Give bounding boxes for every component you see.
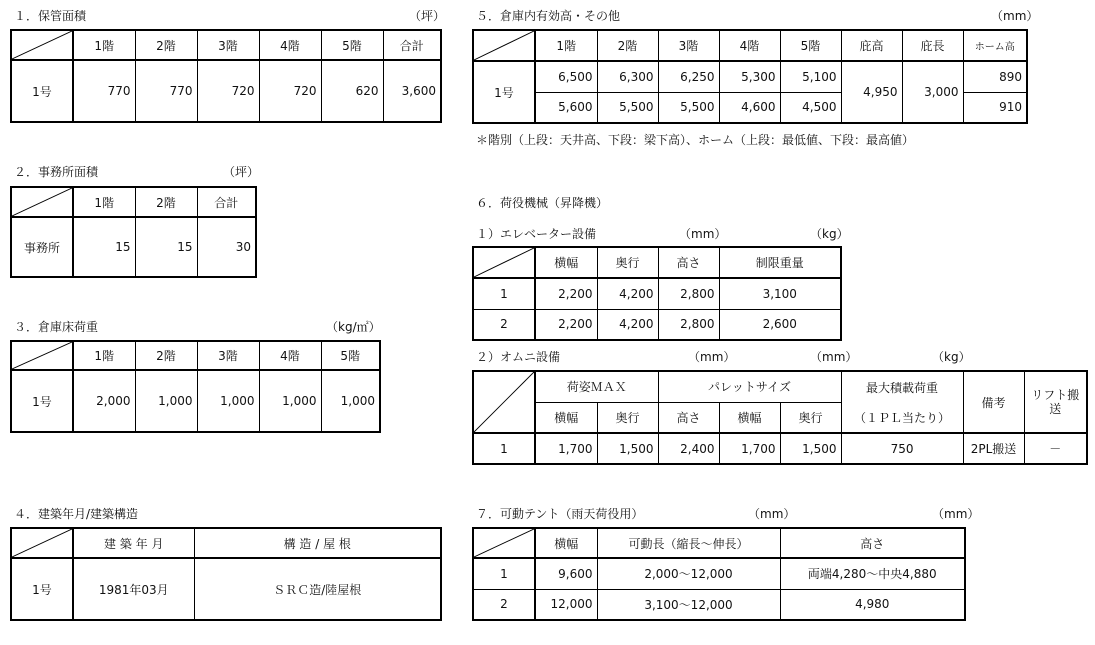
table-cell: 15 (73, 217, 135, 277)
table-cell: 2,600 (719, 309, 841, 340)
table-cell: 3,600 (383, 60, 441, 122)
table-cell: 両端4,280～中央4,880 (780, 558, 965, 589)
section3-title: ３．倉庫床荷重 (14, 320, 99, 334)
section5-title: ５．倉庫内有効高・その他 (476, 9, 621, 23)
omni-title: ２）オムニ設備 (476, 350, 561, 364)
table-cell-lower: 4,600 (719, 92, 780, 123)
column-header: 3階 (197, 30, 259, 60)
column-header: 5階 (321, 30, 383, 60)
table-cell: 4,200 (597, 278, 658, 309)
table-cell-upper: 6,250 (658, 61, 719, 92)
corner-diagonal (473, 30, 535, 61)
column-header: 4階 (259, 30, 321, 60)
max-load-subheader: （１ＰＬ当たり） (841, 402, 963, 433)
eave-length-cell: 3,000 (902, 61, 963, 123)
row-label: 1号 (473, 61, 535, 123)
column-header: ホーム高 (963, 30, 1027, 61)
column-header: 合計 (197, 187, 256, 217)
max-load-header: 最大積載荷重 (841, 371, 963, 402)
section1-title: １．保管面積 (14, 9, 87, 23)
remarks-header: 備考 (963, 371, 1024, 433)
table-cell: 2,200 (535, 309, 597, 340)
table-cell-lower: 4,500 (780, 92, 841, 123)
table-cell: 620 (321, 60, 383, 122)
row-label: 1 (473, 278, 535, 309)
column-header: 横幅 (535, 247, 597, 278)
table-cell: 1,000 (259, 370, 321, 432)
column-header: 4階 (719, 30, 780, 61)
column-header: 1階 (73, 30, 135, 60)
column-header: 構 造 / 屋 根 (194, 528, 441, 558)
table-cell: 2,800 (658, 278, 719, 309)
row-label: 1号 (11, 558, 73, 620)
column-header: 高さ (780, 528, 965, 558)
table-cell: 1,500 (780, 433, 841, 464)
section7-unit-mm2: （mm） (932, 507, 980, 521)
column-header: 奥行 (597, 247, 658, 278)
column-header: 合計 (383, 30, 441, 60)
table-cell: 1,000 (135, 370, 197, 432)
column-header: 庇高 (841, 30, 902, 61)
office-area-table (10, 186, 257, 278)
column-header: 建 築 年 月 (73, 528, 194, 558)
column-header: 高さ (658, 402, 719, 433)
corner-diagonal (473, 528, 535, 558)
column-header: 2階 (597, 30, 658, 61)
section6-title: ６．荷役機械（昇降機） (476, 196, 609, 210)
table-cell-lower: 5,600 (535, 92, 597, 123)
section5-note: ＊階別（上段：天井高、下段：梁下高）、ホーム（上段：最低値、下段：最高値） (476, 133, 915, 147)
table-cell: 3,100 (719, 278, 841, 309)
column-header: 庇長 (902, 30, 963, 61)
corner-diagonal (473, 247, 535, 278)
row-label: 事務所 (11, 217, 73, 277)
column-header: 横幅 (719, 402, 780, 433)
corner-diagonal (11, 341, 73, 370)
column-header: 制限重量 (719, 247, 841, 278)
column-header: 5階 (780, 30, 841, 61)
table-cell: 12,000 (535, 589, 597, 620)
table-cell-lower: 5,500 (658, 92, 719, 123)
table-cell: 1981年03月 (73, 558, 194, 620)
lift-header: リフト搬送 (1024, 371, 1087, 433)
table-cell: 750 (841, 433, 963, 464)
table-cell: ＳＲＣ造/陸屋根 (194, 558, 441, 620)
table-cell: 2,000 (73, 370, 135, 432)
row-label: 1 (473, 558, 535, 589)
table-cell: 2,800 (658, 309, 719, 340)
column-header: 可動長（縮長～伸長） (597, 528, 780, 558)
row-label: 1号 (11, 370, 73, 432)
table-cell: 770 (73, 60, 135, 122)
column-header: 横幅 (535, 528, 597, 558)
floor-load-table (10, 340, 381, 433)
column-header: 4階 (259, 341, 321, 370)
column-header: 3階 (197, 341, 259, 370)
column-header: 2階 (135, 341, 197, 370)
section5-unit: （mm） (991, 9, 1039, 23)
building-structure-table (10, 527, 442, 621)
table-cell: 1,700 (535, 433, 597, 464)
column-header: 横幅 (535, 402, 597, 433)
table-cell: 770 (135, 60, 197, 122)
movable-tent-table (472, 527, 966, 621)
corner-diagonal (11, 187, 73, 217)
corner-diagonal (11, 528, 73, 558)
effective-height-table (472, 29, 1028, 124)
table-cell: 1,700 (719, 433, 780, 464)
table-cell: － (1024, 433, 1087, 464)
section2-title: ２．事務所面積 (14, 165, 99, 179)
corner-diagonal (473, 371, 535, 433)
omni-unit-mm2: （mm） (810, 350, 858, 364)
column-header: 3階 (658, 30, 719, 61)
row-label: 1 (473, 433, 535, 464)
table-cell: 1,500 (597, 433, 658, 464)
group-header-pallet: パレットサイズ (658, 371, 841, 402)
table-cell: 3,100～12,000 (597, 589, 780, 620)
table-cell-upper: 6,300 (597, 61, 658, 92)
table-cell: 2,000～12,000 (597, 558, 780, 589)
elevator-unit-mm: （mm） (679, 227, 727, 241)
eave-height-cell: 4,950 (841, 61, 902, 123)
elevator-title: １）エレベーター設備 (476, 227, 597, 241)
table-cell: 4,980 (780, 589, 965, 620)
omni-table (472, 370, 1088, 465)
row-label: 1号 (11, 60, 73, 122)
table-cell-lower: 5,500 (597, 92, 658, 123)
column-header: 2階 (135, 30, 197, 60)
table-cell: 1,000 (321, 370, 380, 432)
column-header: 奥行 (597, 402, 658, 433)
section3-unit: （kg/㎡） (326, 320, 381, 334)
omni-unit-mm1: （mm） (688, 350, 736, 364)
home-height-upper: 890 (963, 61, 1027, 92)
column-header: 1階 (535, 30, 597, 61)
column-header: 1階 (73, 187, 135, 217)
table-cell: 720 (197, 60, 259, 122)
section2-unit: （坪） (223, 165, 260, 179)
column-header: 高さ (658, 247, 719, 278)
elevator-unit-kg: （kg） (810, 227, 849, 241)
table-cell: 720 (259, 60, 321, 122)
table-cell: 2,200 (535, 278, 597, 309)
table-cell: 9,600 (535, 558, 597, 589)
table-cell: 2PL搬送 (963, 433, 1024, 464)
group-header-posture: 荷姿ＭＡＸ (535, 371, 658, 402)
table-cell: 4,200 (597, 309, 658, 340)
table-cell: 2,400 (658, 433, 719, 464)
table-cell: 15 (135, 217, 197, 277)
column-header: 2階 (135, 187, 197, 217)
storage-area-table (10, 29, 442, 123)
section1-unit: （坪） (409, 9, 446, 23)
table-cell-upper: 5,300 (719, 61, 780, 92)
section7-title: ７．可動テント（雨天荷役用） (476, 507, 644, 521)
row-label: 2 (473, 309, 535, 340)
table-cell-upper: 5,100 (780, 61, 841, 92)
home-height-lower: 910 (963, 92, 1027, 123)
section4-title: ４．建築年月/建築構造 (14, 507, 139, 521)
table-cell-upper: 6,500 (535, 61, 597, 92)
corner-diagonal (11, 30, 73, 60)
omni-unit-kg: （kg） (932, 350, 971, 364)
table-cell: 1,000 (197, 370, 259, 432)
column-header: 5階 (321, 341, 380, 370)
column-header: 1階 (73, 341, 135, 370)
table-cell: 30 (197, 217, 256, 277)
row-label: 2 (473, 589, 535, 620)
elevator-table (472, 246, 842, 341)
section7-unit-mm1: （mm） (748, 507, 796, 521)
column-header: 奥行 (780, 402, 841, 433)
